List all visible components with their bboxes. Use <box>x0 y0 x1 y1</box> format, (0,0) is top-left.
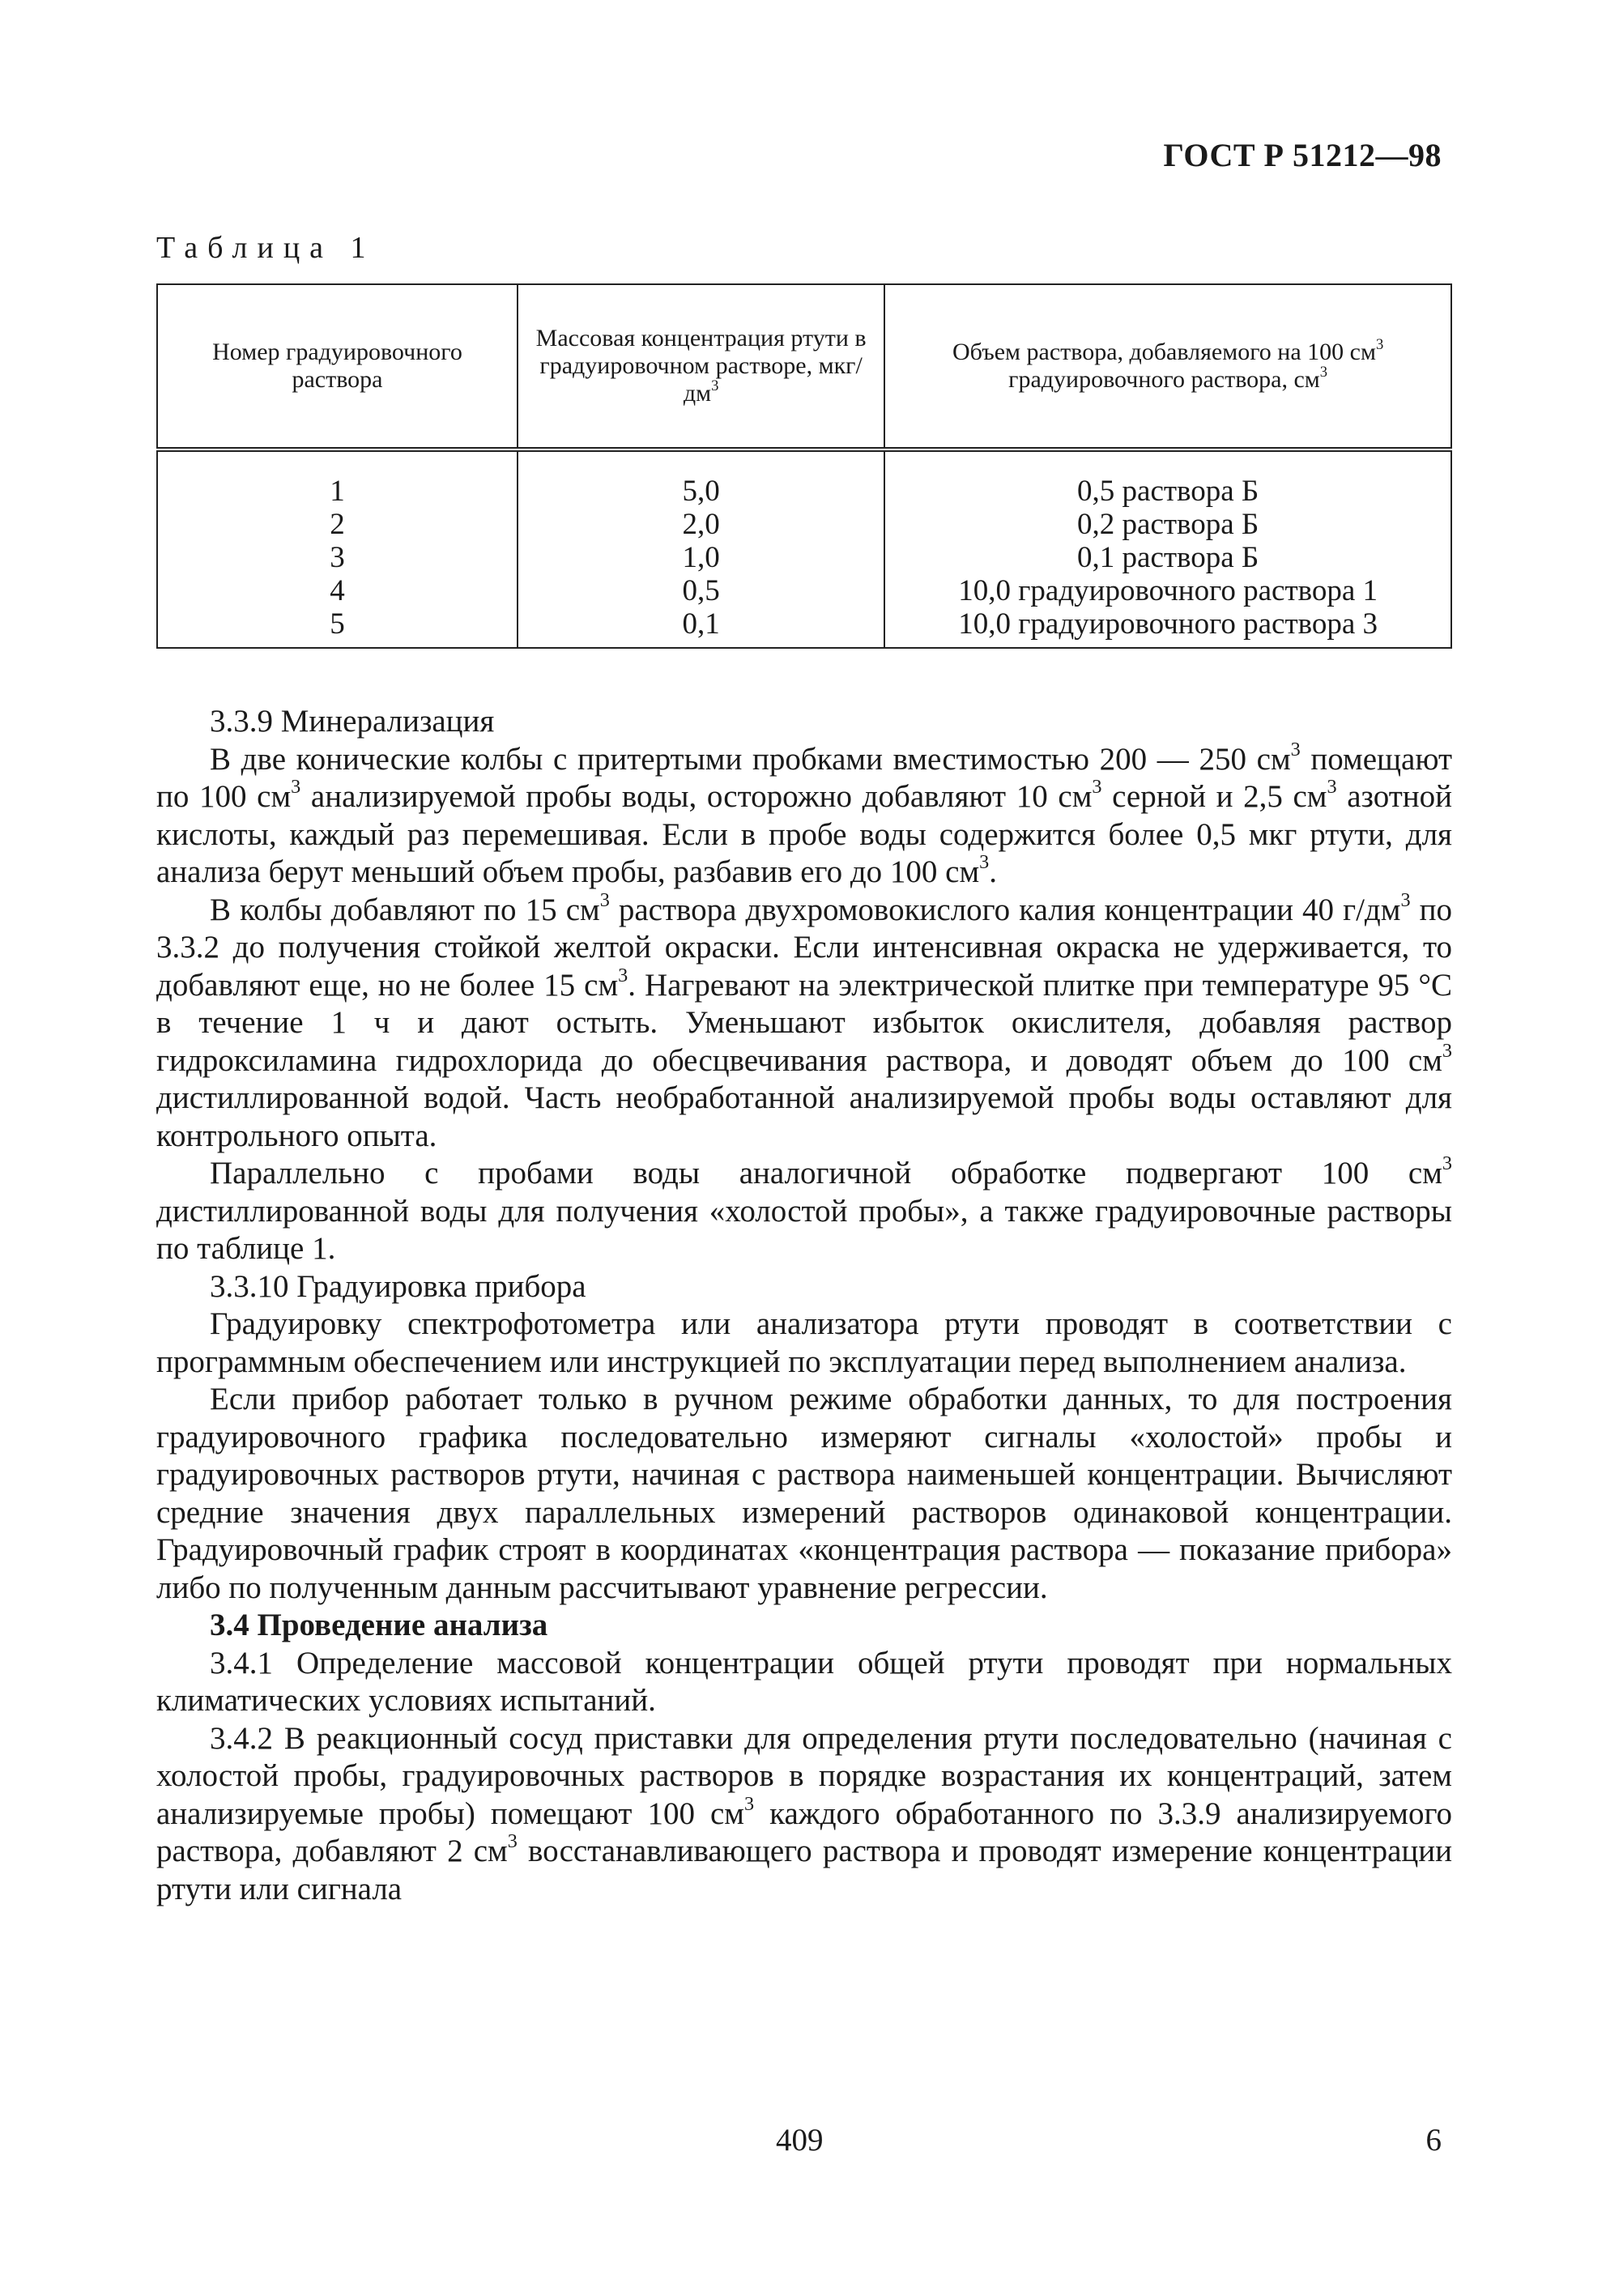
table-cell-volume: 10,0 градуировочного раствора 1 <box>958 574 1378 607</box>
table-cell-volume: 0,5 раствора Б <box>1077 475 1259 508</box>
table-cell-number: 2 <box>330 508 345 541</box>
paragraph-oxidation: В колбы добавляют по 15 $см^3$ раствора двухромовокислого калия концентрации 40 $г/дм^3$ по 3.3.2 до получения стойкой желтой окраски. Если интенсивная окраска не удерживается, то добавляют еще, но не более 15 $см^3$. Нагревают на электрической плитке при температуре 95 °С в течение 1 ч и дают остыть. Уменьшают избыток окислителя, добавляя раствор гидроксиламина гидрохлорида до обесцвечивания раствора, и доводят объем до 100 $см^3$ дистиллированной водой. Часть необработанной анализируемой пробы воды оставляют для контрольного опыта. <box>156 888 1453 1153</box>
table-cell-number: 5 <box>330 607 345 641</box>
table-caption: Таблица 1 <box>156 231 376 265</box>
table-cell-volume: 0,2 раствора Б <box>1077 508 1259 541</box>
paragraph-sample-preparation: В две конические колбы с притертыми пробками вместимостью 200 — 250 $см^3$ помещают по 100 $см^3$ анализируемой пробы воды, осторожно добавляют 10 $см^3$ серной и 2,5 $см^3$ азотной кислоты, каждый раз перемешивая. Если в пробе воды содержится более 0,5 мкг ртути, для анализа берут меньший объем пробы, разбавив его до 100 $см^3$. <box>156 738 1453 889</box>
section-heading-calibration: 3.3.10 Градуировка прибора <box>210 1268 586 1304</box>
table-cell-number: 1 <box>330 475 345 508</box>
document-body <box>156 703 1452 1908</box>
document-standard-code: ГОСТ Р 51212—98 <box>1163 137 1442 173</box>
table-row <box>157 449 1451 648</box>
section-heading-mineralization: 3.3.9 Минерализация <box>210 704 495 739</box>
table-cell-concentration: 0,5 <box>682 574 720 607</box>
column-header-mercury-concentration: Массовая концентрация ртути в градуировочном растворе, мкг/$дм^3$ <box>518 284 884 449</box>
paragraph-measurement-procedure: 3.4.2 В реакционный сосуд приставки для определения ртути последовательно (начиная с холостой пробы, градуировочных растворов в порядке возрастания их концентраций, затем анализируемые пробы) помещают 100 $см^3$ каждого обработанного по 3.3.9 анализируемого раствора, добавляют 2 $см^3$ восстанавливающего раствора и проводят измерение концентрации ртути или сигнала <box>156 1720 1452 1906</box>
table-cell-number: 4 <box>330 574 345 607</box>
table-cell-concentration: 5,0 <box>682 475 720 508</box>
paragraph-analysis-conditions: 3.4.1 Определение массовой концентрации общей ртути проводят при нормальных климатических условиях испытаний. <box>156 1645 1452 1718</box>
table-cell-concentration: 0,1 <box>682 607 720 641</box>
table-cell-number: 3 <box>330 541 345 574</box>
paragraph-calibration-manual: Если прибор работает только в ручном режиме обработки данных, то для построения градуировочного графика последовательно измеряют сигналы «холостой» пробы и градуировочных растворов ртути, начиная с раствора наименьшей концентрации. Вычисляют средние значения двух параллельных измерений растворов одинаковой концентрации. Градуировочный график строят в координатах «концентрация раствора — показание прибора» либо по полученным данным рассчитывают уравнение регрессии. <box>156 1382 1452 1605</box>
calibration-solutions-table <box>156 283 1452 649</box>
volume-column <box>884 449 1451 648</box>
paragraph-calibration-software: Градуировку спектрофотометра или анализатора ртути проводят в соответствии с программным обеспечением или инструкцией по эксплуатации перед выполнением анализа. <box>156 1306 1452 1379</box>
sheet-number: 6 <box>1425 2123 1442 2158</box>
column-header-solution-number: Номер градуировочного раствора <box>157 284 518 449</box>
paragraph-blank-sample: Параллельно с пробами воды аналогичной обработке подвергают 100 $см^3$ дистиллированной воды для получения «холостой пробы», а также градуировочные растворы по таблице 1. <box>156 1152 1452 1266</box>
solution-number-column <box>157 449 518 648</box>
table-cell-volume: 10,0 градуировочного раствора 3 <box>958 607 1378 641</box>
concentration-column <box>518 449 884 648</box>
table-cell-concentration: 1,0 <box>682 541 720 574</box>
page-number: 409 <box>776 2123 824 2158</box>
table-cell-concentration: 2,0 <box>682 508 720 541</box>
table-header-row <box>157 284 1451 449</box>
table-cell-volume: 0,1 раствора Б <box>1077 541 1259 574</box>
section-heading-analysis: 3.4 Проведение анализа <box>210 1608 548 1642</box>
column-header-added-volume: Объем раствора, добавляемого на 100 $см^3$ градуировочного раствора, $см^3$ <box>884 284 1451 449</box>
